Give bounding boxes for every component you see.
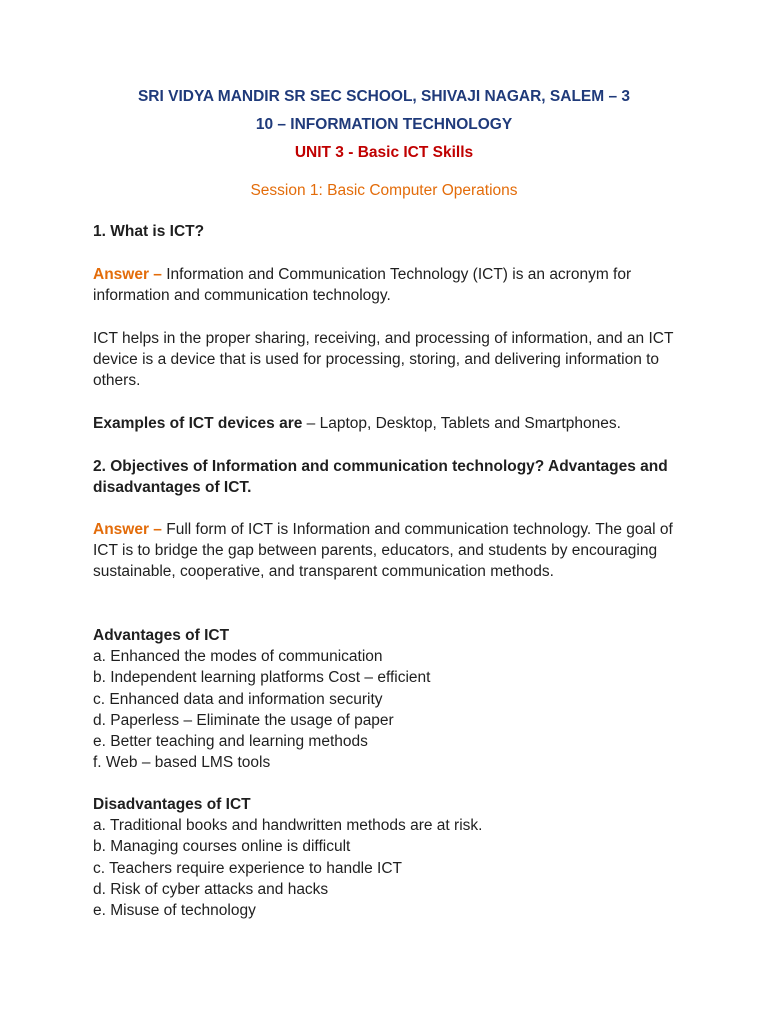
examples-label: Examples of ICT devices are — [93, 415, 303, 432]
advantages-section — [93, 625, 683, 773]
answer-1-text: Information and Communication Technology (ICT) is an acronym for information and communication technology. — [93, 266, 632, 305]
list-item: e. Misuse of technology — [93, 902, 256, 920]
disadvantages-section — [93, 794, 683, 921]
subject-title: 10 – INFORMATION TECHNOLOGY — [255, 116, 513, 133]
question-1: 1. What is ICT? — [93, 223, 205, 240]
list-item: f. Web – based LMS tools — [93, 754, 271, 772]
answer-1-label: Answer – — [93, 266, 162, 283]
advantages-title: Advantages of ICT — [93, 627, 230, 644]
disadvantages-title: Disadvantages of ICT — [93, 796, 251, 813]
answer-2-label: Answer – — [93, 521, 162, 538]
session-title: Session 1: Basic Computer Operations — [250, 182, 518, 199]
list-item: b. Independent learning platforms Cost – efficient — [93, 669, 431, 687]
answer-1 — [93, 264, 683, 306]
list-item: d. Risk of cyber attacks and hacks — [93, 880, 329, 898]
question-2: 2. Objectives of Information and communication technology? Advantages and disadvantages of ICT. — [93, 458, 668, 497]
list-item: a. Enhanced the modes of communication — [93, 648, 383, 666]
examples-text: – Laptop, Desktop, Tablets and Smartphones. — [302, 415, 621, 432]
list-item: b. Managing courses online is difficult — [93, 838, 351, 856]
answer-2-text: Full form of ICT is Information and communication technology. The goal of ICT is to bridge the gap between parents, educators, and students by encouraging sustainable, cooperative, and transparent communication methods. — [93, 521, 673, 581]
unit-title: UNIT 3 - Basic ICT Skills — [294, 144, 474, 161]
list-item: c. Teachers require experience to handle ICT — [93, 859, 403, 877]
list-item: e. Better teaching and learning methods — [93, 733, 368, 751]
list-item: d. Paperless – Eliminate the usage of paper — [93, 711, 394, 729]
answer-2 — [93, 519, 683, 583]
ict-description: ICT helps in the proper sharing, receiving, and processing of information, and an ICT device is a device that is used for processing, storing, and delivering information to others. — [93, 330, 674, 390]
list-item: c. Enhanced data and information security — [93, 690, 383, 708]
list-item: a. Traditional books and handwritten methods are at risk. — [93, 817, 483, 835]
school-name: SRI VIDYA MANDIR SR SEC SCHOOL, SHIVAJI NAGAR, SALEM – 3 — [137, 88, 631, 105]
ict-examples — [93, 413, 683, 434]
